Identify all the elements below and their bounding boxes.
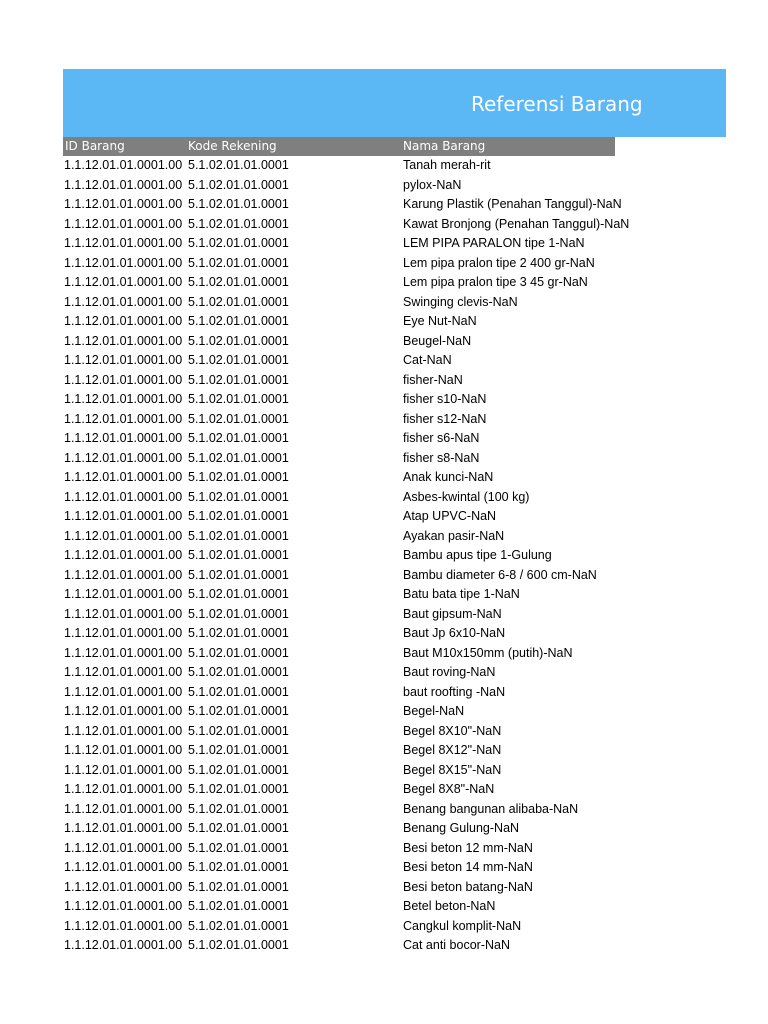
cell-nama-barang: Cat anti bocor-NaN xyxy=(403,938,510,952)
cell-kode-rekening: 5.1.02.01.01.0001 xyxy=(188,177,289,192)
table-row xyxy=(63,722,615,742)
cell-nama-barang: LEM PIPA PARALON tipe 1-NaN xyxy=(403,236,585,250)
cell-nama-barang: Besi beton 14 mm-NaN xyxy=(403,860,533,874)
table-row xyxy=(63,683,615,703)
cell-id-barang: 1.1.12.01.01.0001.00 xyxy=(64,665,183,679)
cell-id-barang: 1.1.12.01.01.0001.00 xyxy=(64,918,183,933)
cell-kode-rekening: 5.1.02.01.01.0001 xyxy=(188,626,289,640)
table-row xyxy=(63,897,615,917)
cell-nama-barang: Batu bata tipe 1-NaN xyxy=(403,587,520,601)
cell-kode-rekening: 5.1.02.01.01.0001 xyxy=(188,470,289,484)
cell-id-barang: 1.1.12.01.01.0001.00 xyxy=(64,353,183,367)
table-row xyxy=(63,605,615,625)
table-row xyxy=(63,936,615,956)
cell-nama-barang: Kawat Bronjong (Penahan Tanggul)-NaN xyxy=(403,216,630,231)
cell-nama-barang: Anak kunci-NaN xyxy=(403,470,494,484)
table-row xyxy=(63,917,615,937)
table-row xyxy=(63,410,615,430)
cell-kode-rekening: 5.1.02.01.01.0001 xyxy=(188,938,289,952)
table-row xyxy=(63,663,615,683)
cell-nama-barang: Begel 8X8"-NaN xyxy=(403,782,495,796)
cell-kode-rekening: 5.1.02.01.01.0001 xyxy=(188,489,289,504)
cell-id-barang: 1.1.12.01.01.0001.00 xyxy=(64,255,183,270)
cell-id-barang: 1.1.12.01.01.0001.00 xyxy=(64,743,183,757)
title-banner xyxy=(63,69,726,137)
table-row xyxy=(63,507,615,527)
cell-id-barang: 1.1.12.01.01.0001.00 xyxy=(64,821,183,835)
cell-nama-barang: Cat-NaN xyxy=(403,353,452,367)
cell-kode-rekening: 5.1.02.01.01.0001 xyxy=(188,879,289,894)
cell-kode-rekening: 5.1.02.01.01.0001 xyxy=(188,333,289,348)
cell-kode-rekening: 5.1.02.01.01.0001 xyxy=(188,684,289,699)
column-header-kode: Kode Rekening xyxy=(188,139,277,153)
cell-nama-barang: Besi beton 12 mm-NaN xyxy=(403,840,533,855)
table-row xyxy=(63,429,615,449)
cell-nama-barang: Betel beton-NaN xyxy=(403,899,496,913)
cell-kode-rekening: 5.1.02.01.01.0001 xyxy=(188,665,289,679)
cell-nama-barang: Baut gipsum-NaN xyxy=(403,606,502,621)
cell-nama-barang: baut roofting -NaN xyxy=(403,684,506,699)
cell-kode-rekening: 5.1.02.01.01.0001 xyxy=(188,197,289,211)
cell-id-barang: 1.1.12.01.01.0001.00 xyxy=(64,314,183,328)
cell-id-barang: 1.1.12.01.01.0001.00 xyxy=(64,177,183,192)
cell-kode-rekening: 5.1.02.01.01.0001 xyxy=(188,528,289,543)
cell-kode-rekening: 5.1.02.01.01.0001 xyxy=(188,158,289,172)
cell-kode-rekening: 5.1.02.01.01.0001 xyxy=(188,918,289,933)
cell-nama-barang: Ayakan pasir-NaN xyxy=(403,528,505,543)
table-row xyxy=(63,488,615,508)
cell-id-barang: 1.1.12.01.01.0001.00 xyxy=(64,606,183,621)
table-row xyxy=(63,156,615,176)
cell-nama-barang: fisher-NaN xyxy=(403,372,463,387)
cell-id-barang: 1.1.12.01.01.0001.00 xyxy=(64,470,183,484)
table-row xyxy=(63,858,615,878)
cell-kode-rekening: 5.1.02.01.01.0001 xyxy=(188,450,289,465)
cell-id-barang: 1.1.12.01.01.0001.00 xyxy=(64,587,183,601)
cell-id-barang: 1.1.12.01.01.0001.00 xyxy=(64,489,183,504)
table-row xyxy=(63,468,615,488)
cell-nama-barang: Lem pipa pralon tipe 3 45 gr-NaN xyxy=(403,275,588,289)
cell-nama-barang: pylox-NaN xyxy=(403,177,462,192)
cell-id-barang: 1.1.12.01.01.0001.00 xyxy=(64,431,183,445)
table-row xyxy=(63,176,615,196)
cell-kode-rekening: 5.1.02.01.01.0001 xyxy=(188,587,289,601)
table-row xyxy=(63,371,615,391)
cell-nama-barang: Beugel-NaN xyxy=(403,333,472,348)
cell-kode-rekening: 5.1.02.01.01.0001 xyxy=(188,723,289,738)
cell-id-barang: 1.1.12.01.01.0001.00 xyxy=(64,704,183,718)
cell-kode-rekening: 5.1.02.01.01.0001 xyxy=(188,236,289,250)
cell-id-barang: 1.1.12.01.01.0001.00 xyxy=(64,782,183,796)
table-row xyxy=(63,527,615,547)
cell-kode-rekening: 5.1.02.01.01.0001 xyxy=(188,801,289,816)
table-row xyxy=(63,819,615,839)
cell-nama-barang: Benang bangunan alibaba-NaN xyxy=(403,801,579,816)
table-row xyxy=(63,215,630,235)
table-row xyxy=(63,546,615,566)
cell-id-barang: 1.1.12.01.01.0001.00 xyxy=(64,392,183,406)
cell-kode-rekening: 5.1.02.01.01.0001 xyxy=(188,704,289,718)
cell-nama-barang: fisher s12-NaN xyxy=(403,411,487,426)
cell-id-barang: 1.1.12.01.01.0001.00 xyxy=(64,548,183,562)
cell-id-barang: 1.1.12.01.01.0001.00 xyxy=(64,450,183,465)
cell-kode-rekening: 5.1.02.01.01.0001 xyxy=(188,314,289,328)
cell-id-barang: 1.1.12.01.01.0001.00 xyxy=(64,645,183,660)
cell-kode-rekening: 5.1.02.01.01.0001 xyxy=(188,548,289,562)
table-row xyxy=(63,878,615,898)
cell-nama-barang: Asbes-kwintal (100 kg) xyxy=(403,489,530,504)
cell-id-barang: 1.1.12.01.01.0001.00 xyxy=(64,158,183,172)
table-row xyxy=(63,234,615,254)
table-row xyxy=(63,390,615,410)
cell-id-barang: 1.1.12.01.01.0001.00 xyxy=(64,879,183,894)
cell-id-barang: 1.1.12.01.01.0001.00 xyxy=(64,723,183,738)
cell-id-barang: 1.1.12.01.01.0001.00 xyxy=(64,860,183,874)
cell-id-barang: 1.1.12.01.01.0001.00 xyxy=(64,236,183,250)
cell-id-barang: 1.1.12.01.01.0001.00 xyxy=(64,899,183,913)
cell-id-barang: 1.1.12.01.01.0001.00 xyxy=(64,684,183,699)
table-row xyxy=(63,800,615,820)
cell-nama-barang: Tanah merah-rit xyxy=(403,158,491,172)
cell-kode-rekening: 5.1.02.01.01.0001 xyxy=(188,782,289,796)
cell-nama-barang: fisher s10-NaN xyxy=(403,392,487,406)
cell-kode-rekening: 5.1.02.01.01.0001 xyxy=(188,606,289,621)
cell-kode-rekening: 5.1.02.01.01.0001 xyxy=(188,762,289,777)
cell-kode-rekening: 5.1.02.01.01.0001 xyxy=(188,431,289,445)
cell-nama-barang: Eye Nut-NaN xyxy=(403,314,477,328)
cell-kode-rekening: 5.1.02.01.01.0001 xyxy=(188,255,289,270)
table-row xyxy=(63,351,615,371)
cell-id-barang: 1.1.12.01.01.0001.00 xyxy=(64,275,183,289)
table-row xyxy=(63,195,622,215)
cell-nama-barang: Atap UPVC-NaN xyxy=(403,509,497,523)
cell-kode-rekening: 5.1.02.01.01.0001 xyxy=(188,567,289,582)
cell-nama-barang: Begel 8X12"-NaN xyxy=(403,743,502,757)
cell-nama-barang: Baut roving-NaN xyxy=(403,665,496,679)
cell-id-barang: 1.1.12.01.01.0001.00 xyxy=(64,801,183,816)
table-row xyxy=(63,761,615,781)
table-row xyxy=(63,644,615,664)
cell-id-barang: 1.1.12.01.01.0001.00 xyxy=(64,528,183,543)
cell-id-barang: 1.1.12.01.01.0001.00 xyxy=(64,197,183,211)
table-row xyxy=(63,624,615,644)
cell-id-barang: 1.1.12.01.01.0001.00 xyxy=(64,762,183,777)
table-row xyxy=(63,741,615,761)
cell-id-barang: 1.1.12.01.01.0001.00 xyxy=(64,626,183,640)
table-row xyxy=(63,585,615,605)
cell-nama-barang: fisher s8-NaN xyxy=(403,450,480,465)
cell-kode-rekening: 5.1.02.01.01.0001 xyxy=(188,509,289,523)
cell-nama-barang: Baut Jp 6x10-NaN xyxy=(403,626,506,640)
cell-kode-rekening: 5.1.02.01.01.0001 xyxy=(188,821,289,835)
cell-nama-barang: Begel 8X10"-NaN xyxy=(403,723,502,738)
table-row xyxy=(63,254,615,274)
cell-kode-rekening: 5.1.02.01.01.0001 xyxy=(188,645,289,660)
column-header-id: ID Barang xyxy=(65,139,125,153)
cell-nama-barang: Begel-NaN xyxy=(403,704,465,718)
table-row xyxy=(63,293,615,313)
cell-nama-barang: Bambu apus tipe 1-Gulung xyxy=(403,548,552,562)
cell-nama-barang: Lem pipa pralon tipe 2 400 gr-NaN xyxy=(403,255,595,270)
cell-id-barang: 1.1.12.01.01.0001.00 xyxy=(64,938,183,952)
column-header-nama: Nama Barang xyxy=(403,139,486,153)
cell-kode-rekening: 5.1.02.01.01.0001 xyxy=(188,840,289,855)
table-row xyxy=(63,312,615,332)
cell-nama-barang: Besi beton batang-NaN xyxy=(403,879,533,894)
cell-kode-rekening: 5.1.02.01.01.0001 xyxy=(188,294,289,309)
cell-id-barang: 1.1.12.01.01.0001.00 xyxy=(64,411,183,426)
table-row xyxy=(63,273,615,293)
cell-id-barang: 1.1.12.01.01.0001.00 xyxy=(64,294,183,309)
table-header xyxy=(63,137,615,156)
reference-table xyxy=(63,137,630,956)
cell-id-barang: 1.1.12.01.01.0001.00 xyxy=(64,216,183,231)
cell-nama-barang: Benang Gulung-NaN xyxy=(403,821,520,835)
table-row xyxy=(63,332,615,352)
cell-kode-rekening: 5.1.02.01.01.0001 xyxy=(188,899,289,913)
cell-nama-barang: Baut M10x150mm (putih)-NaN xyxy=(403,645,573,660)
table-row xyxy=(63,839,615,859)
cell-kode-rekening: 5.1.02.01.01.0001 xyxy=(188,743,289,757)
table-row xyxy=(63,449,615,469)
cell-id-barang: 1.1.12.01.01.0001.00 xyxy=(64,372,183,387)
table-row xyxy=(63,566,615,586)
cell-nama-barang: Bambu diameter 6-8 / 600 cm-NaN xyxy=(403,567,597,582)
cell-kode-rekening: 5.1.02.01.01.0001 xyxy=(188,372,289,387)
cell-id-barang: 1.1.12.01.01.0001.00 xyxy=(64,333,183,348)
cell-nama-barang: Begel 8X15"-NaN xyxy=(403,762,502,777)
page-title: Referensi Barang xyxy=(471,92,643,116)
cell-kode-rekening: 5.1.02.01.01.0001 xyxy=(188,392,289,406)
cell-kode-rekening: 5.1.02.01.01.0001 xyxy=(188,353,289,367)
table-body xyxy=(63,156,630,956)
cell-nama-barang: Karung Plastik (Penahan Tanggul)-NaN xyxy=(403,197,622,211)
cell-id-barang: 1.1.12.01.01.0001.00 xyxy=(64,567,183,582)
table-row xyxy=(63,780,615,800)
cell-nama-barang: fisher s6-NaN xyxy=(403,431,480,445)
table-row xyxy=(63,702,615,722)
cell-id-barang: 1.1.12.01.01.0001.00 xyxy=(64,840,183,855)
cell-nama-barang: Cangkul komplit-NaN xyxy=(403,918,522,933)
cell-kode-rekening: 5.1.02.01.01.0001 xyxy=(188,216,289,231)
cell-nama-barang: Swinging clevis-NaN xyxy=(403,294,518,309)
cell-id-barang: 1.1.12.01.01.0001.00 xyxy=(64,509,183,523)
cell-kode-rekening: 5.1.02.01.01.0001 xyxy=(188,275,289,289)
cell-kode-rekening: 5.1.02.01.01.0001 xyxy=(188,411,289,426)
cell-kode-rekening: 5.1.02.01.01.0001 xyxy=(188,860,289,874)
